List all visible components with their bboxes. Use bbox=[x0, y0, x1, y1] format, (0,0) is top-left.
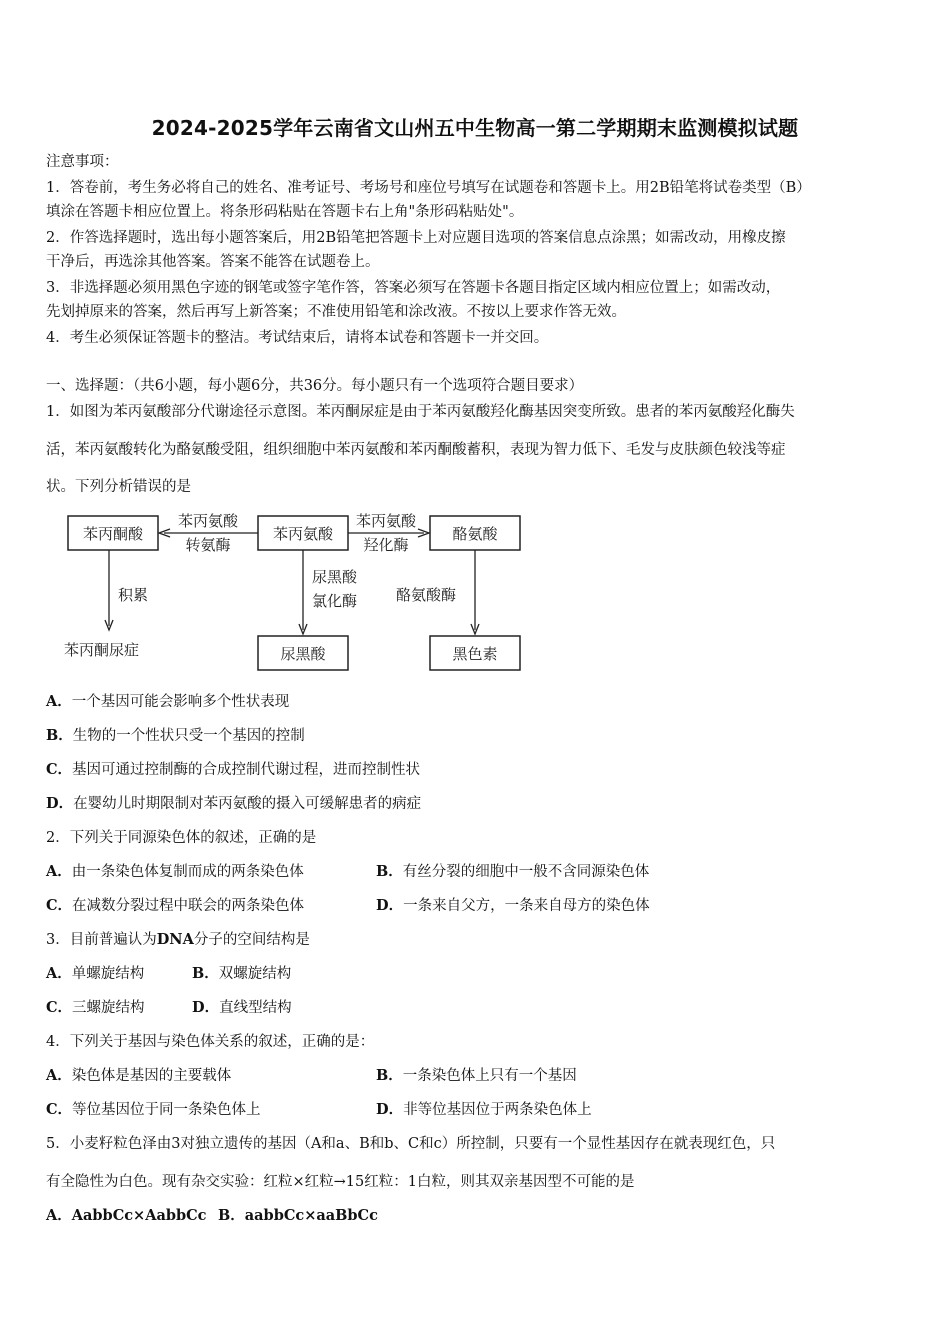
q1-stem-line: 状。下列分析错误的是 bbox=[46, 479, 191, 495]
enzyme-oxidase-line1: 尿黑酸 bbox=[312, 568, 358, 586]
box-homogentisate-label: 尿黑酸 bbox=[280, 645, 326, 663]
label-pku: 苯丙酮尿症 bbox=[64, 641, 140, 659]
section-heading: 一、选择题：（共6小题，每小题6分，共36分。每小题只有一个选项符合题目要求） bbox=[46, 378, 584, 394]
q4-option-d: D．非等位基因位于两条染色体上 bbox=[376, 1101, 592, 1118]
enzyme-transaminase-line2: 转氨酶 bbox=[185, 536, 231, 554]
notice-heading: 注意事项： bbox=[46, 154, 119, 170]
q4-stem: 4．下列关于基因与染色体关系的叙述，正确的是： bbox=[46, 1034, 375, 1050]
enzyme-hydroxylase-line1: 苯丙氨酸 bbox=[355, 512, 417, 530]
enzyme-transaminase-line1: 苯丙氨酸 bbox=[177, 512, 239, 530]
q3-option-b: B．双螺旋结构 bbox=[192, 965, 292, 982]
q1-option-b: B．生物的一个性状只受一个基因的控制 bbox=[46, 727, 305, 744]
q5-option-a: A．AabbCc×AabbCc bbox=[46, 1207, 207, 1224]
page-title: 2024-2025学年云南省文山州五中生物高一第二学期期末监测模拟试题 bbox=[151, 116, 799, 140]
q2-option-c: C．在减数分裂过程中联会的两条染色体 bbox=[46, 897, 305, 914]
q2-stem: 2．下列关于同源染色体的叙述，正确的是 bbox=[46, 830, 317, 846]
notice-line: 1．答卷前，考生务必将自己的姓名、准考证号、考场号和座位号填写在试题卷和答题卡上。用2B铅笔将试卷类型（B） bbox=[46, 180, 811, 196]
notice-line: 干净后，再选涂其他答案。答案不能答在试题卷上。 bbox=[46, 254, 380, 270]
q5-stem-line: 有全隐性为白色。现有杂交实验：红粒×红粒→15红粒：1白粒，则其双亲基因型不可能的是 bbox=[46, 1174, 635, 1190]
enzyme-hydroxylase-line2: 羟化酶 bbox=[363, 536, 409, 554]
box-tyrosine-label: 酪氨酸 bbox=[452, 525, 498, 543]
box-phenylpyruvate-label: 苯丙酮酸 bbox=[82, 525, 144, 543]
notice-line: 4．考生必须保证答题卡的整洁。考试结束后，请将本试卷和答题卡一并交回。 bbox=[46, 330, 549, 346]
q2-option-b: B．有丝分裂的细胞中一般不含同源染色体 bbox=[376, 863, 650, 880]
q1-option-a: A．一个基因可能会影响多个性状表现 bbox=[46, 693, 290, 710]
enzyme-tyrosinase: 酪氨酸酶 bbox=[396, 586, 457, 604]
q4-option-c: C．等位基因位于同一条染色体上 bbox=[46, 1101, 261, 1118]
box-phenylalanine-label: 苯丙氨酸 bbox=[272, 525, 334, 543]
q3-stem: 3．目前普遍认为DNA分子的空间结构是 bbox=[46, 931, 310, 948]
box-melanin-label: 黑色素 bbox=[452, 645, 498, 663]
q3-option-c: C．三螺旋结构 bbox=[46, 999, 145, 1016]
notice-line: 3．非选择题必须用黑色字迹的钢笔或签字笔作答，答案必须写在答题卡各题目指定区域内相应位置上；如需改动， bbox=[46, 280, 781, 296]
q3-option-d: D．直线型结构 bbox=[192, 999, 292, 1016]
notice-line: 先划掉原来的答案，然后再写上新答案；不准使用铅笔和涂改液。不按以上要求作答无效。 bbox=[46, 304, 626, 320]
q2-option-d: D．一条来自父方，一条来自母方的染色体 bbox=[376, 897, 650, 914]
metabolism-diagram bbox=[60, 510, 530, 680]
q1-option-d: D．在婴幼儿时期限制对苯丙氨酸的摄入可缓解患者的病症 bbox=[46, 795, 422, 812]
q4-option-b: B．一条染色体上只有一个基因 bbox=[376, 1067, 577, 1084]
q5-stem-line: 5．小麦籽粒色泽由3对独立遗传的基因（A和a、B和b、C和c）所控制，只要有一个显性基因存在就表现红色，只 bbox=[46, 1136, 776, 1152]
notice-line: 2．作答选择题时，选出每小题答案后，用2B铅笔把答题卡上对应题目选项的答案信息点涂黑；如需改动，用橡皮擦 bbox=[46, 230, 786, 246]
q4-option-a: A．染色体是基因的主要载体 bbox=[46, 1067, 232, 1084]
q5-option-b: B．aabbCc×aaBbCc bbox=[218, 1207, 378, 1224]
q1-stem-line: 1．如图为苯丙氨酸部分代谢途径示意图。苯丙酮尿症是由于苯丙氨酸羟化酶基因突变所致。患者的苯丙氨酸羟化酶失 bbox=[46, 404, 795, 420]
q1-stem-line: 活，苯丙氨酸转化为酪氨酸受阻，组织细胞中苯丙氨酸和苯丙酮酸蓄积，表现为智力低下、毛发与皮肤颜色较浅等症 bbox=[46, 442, 786, 458]
q3-option-a: A．单螺旋结构 bbox=[46, 965, 145, 982]
q2-option-a: A．由一条染色体复制而成的两条染色体 bbox=[46, 863, 304, 880]
label-accumulate: 积累 bbox=[118, 586, 149, 604]
enzyme-oxidase-line2: 氯化酶 bbox=[312, 592, 358, 610]
q1-option-c: C．基因可通过控制酶的合成控制代谢过程，进而控制性状 bbox=[46, 761, 421, 778]
notice-line: 填涂在答题卡相应位置上。将条形码粘贴在答题卡右上角"条形码粘贴处"。 bbox=[46, 204, 524, 220]
